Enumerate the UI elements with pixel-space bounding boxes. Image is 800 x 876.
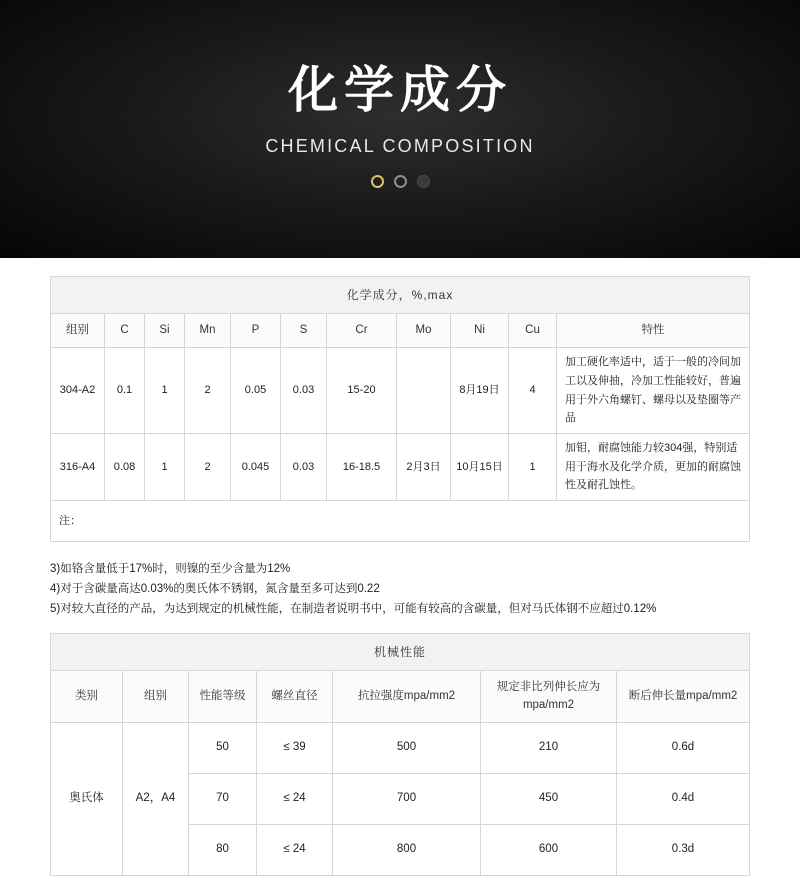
table-row (51, 722, 750, 773)
dot-gold-icon (371, 175, 384, 188)
chem-cell-feature: 加钼，耐腐蚀能力较304强，特别适用于海水及化学介质，更加的耐腐蚀性及耐孔蚀性。 (557, 434, 750, 501)
mech-cell-diameter: ≤ 24 (257, 824, 333, 875)
decorative-dots (0, 175, 800, 188)
mech-cell-category: 奥氏体 (51, 722, 123, 875)
chem-cell-p: 0.045 (231, 434, 281, 501)
dot-gray-icon (394, 175, 407, 188)
chem-cell-mn: 2 (185, 348, 231, 434)
chem-header-cell: S (281, 314, 327, 348)
chem-header-cell: C (105, 314, 145, 348)
note-line: 4)对于含碳量高达0.03%的奥氏体不锈钢，氮含量至多可达到0.22 (50, 582, 380, 595)
mech-header-cell: 螺丝直径 (257, 671, 333, 723)
chem-cell-cr: 15-20 (327, 348, 397, 434)
mech-header-cell: 性能等级 (189, 671, 257, 723)
chem-table-note-row (51, 501, 750, 542)
mech-cell-tensile: 800 (333, 824, 481, 875)
mechanical-properties-section (0, 633, 800, 876)
chem-header-cell: Mo (397, 314, 451, 348)
chem-cell-ni: 8月19日 (451, 348, 509, 434)
chem-cell-mo: 2月3日 (397, 434, 451, 501)
hero-content (0, 62, 800, 188)
page-title: 化学成分 (288, 62, 512, 118)
chem-header-cell: Cu (509, 314, 557, 348)
table-row (51, 348, 750, 434)
chem-cell-c: 0.08 (105, 434, 145, 501)
chem-header-cell: 特性 (557, 314, 750, 348)
dot-dark-icon (417, 175, 430, 188)
chem-header-cell: Si (145, 314, 185, 348)
mech-cell-elongation: 0.6d (617, 722, 750, 773)
chem-header-cell: Cr (327, 314, 397, 348)
mech-header-cell: 规定非比列伸长应为mpa/mm2 (481, 671, 617, 723)
note-line: 5)对较大直径的产品，为达到规定的机械性能，在制造者说明书中，可能有较高的含碳量，但对马氏体钢不应超过0.12% (50, 602, 657, 615)
mech-cell-yield: 450 (481, 773, 617, 824)
mech-header-cell: 抗拉强度mpa/mm2 (333, 671, 481, 723)
spacer-above-mech-table (0, 619, 800, 633)
chemical-composition-section (0, 276, 800, 542)
chem-cell-group: 316-A4 (51, 434, 105, 501)
mech-cell-diameter: ≤ 24 (257, 773, 333, 824)
spacer-notes (0, 542, 800, 558)
chem-table-caption-row (51, 277, 750, 314)
mech-cell-yield: 600 (481, 824, 617, 875)
chem-table-header-row (51, 314, 750, 348)
hero-banner (0, 0, 800, 258)
mech-cell-tensile: 700 (333, 773, 481, 824)
chemical-composition-table (50, 276, 750, 542)
mechanical-properties-table (50, 633, 750, 876)
mech-cell-yield: 210 (481, 722, 617, 773)
notes-block (50, 558, 750, 619)
chem-table-note-label: 注： (51, 501, 750, 542)
chem-cell-si: 1 (145, 348, 185, 434)
chem-header-cell: P (231, 314, 281, 348)
chem-table-caption: 化学成分，%,max (51, 277, 750, 314)
chem-cell-s: 0.03 (281, 348, 327, 434)
chem-cell-feature: 加工硬化率适中，适于一般的冷间加工以及伸抽，冷加工性能较好，普遍用于外六角螺钉、螺母以及垫圈等产品 (557, 348, 750, 434)
chem-cell-p: 0.05 (231, 348, 281, 434)
chem-cell-ni: 10月15日 (451, 434, 509, 501)
mech-cell-elongation: 0.4d (617, 773, 750, 824)
mech-table-header-row (51, 671, 750, 723)
chem-cell-c: 0.1 (105, 348, 145, 434)
chem-header-cell: 组别 (51, 314, 105, 348)
mech-table-caption-row (51, 634, 750, 671)
chem-header-cell: Ni (451, 314, 509, 348)
chem-header-cell: Mn (185, 314, 231, 348)
table-row (51, 434, 750, 501)
mech-cell-grade: 70 (189, 773, 257, 824)
mech-table-caption: 机械性能 (51, 634, 750, 671)
chem-cell-mo (397, 348, 451, 434)
mech-cell-group: A2，A4 (123, 722, 189, 875)
mech-cell-grade: 50 (189, 722, 257, 773)
chem-cell-s: 0.03 (281, 434, 327, 501)
mech-cell-diameter: ≤ 39 (257, 722, 333, 773)
note-line: 3)如铬含量低于17%时，则镍的至少含量为12% (50, 563, 291, 576)
mech-cell-elongation: 0.3d (617, 824, 750, 875)
mech-header-cell: 组别 (123, 671, 189, 723)
chem-cell-cr: 16-18.5 (327, 434, 397, 501)
chem-cell-si: 1 (145, 434, 185, 501)
mech-header-cell: 类别 (51, 671, 123, 723)
mech-header-cell: 断后伸长量mpa/mm2 (617, 671, 750, 723)
chem-cell-cu: 1 (509, 434, 557, 501)
mech-cell-tensile: 500 (333, 722, 481, 773)
mech-cell-grade: 80 (189, 824, 257, 875)
chem-cell-group: 304-A2 (51, 348, 105, 434)
chem-cell-mn: 2 (185, 434, 231, 501)
page-subtitle: CHEMICAL COMPOSITION (265, 135, 535, 156)
spacer-above-chem-table (0, 258, 800, 276)
chem-cell-cu: 4 (509, 348, 557, 434)
